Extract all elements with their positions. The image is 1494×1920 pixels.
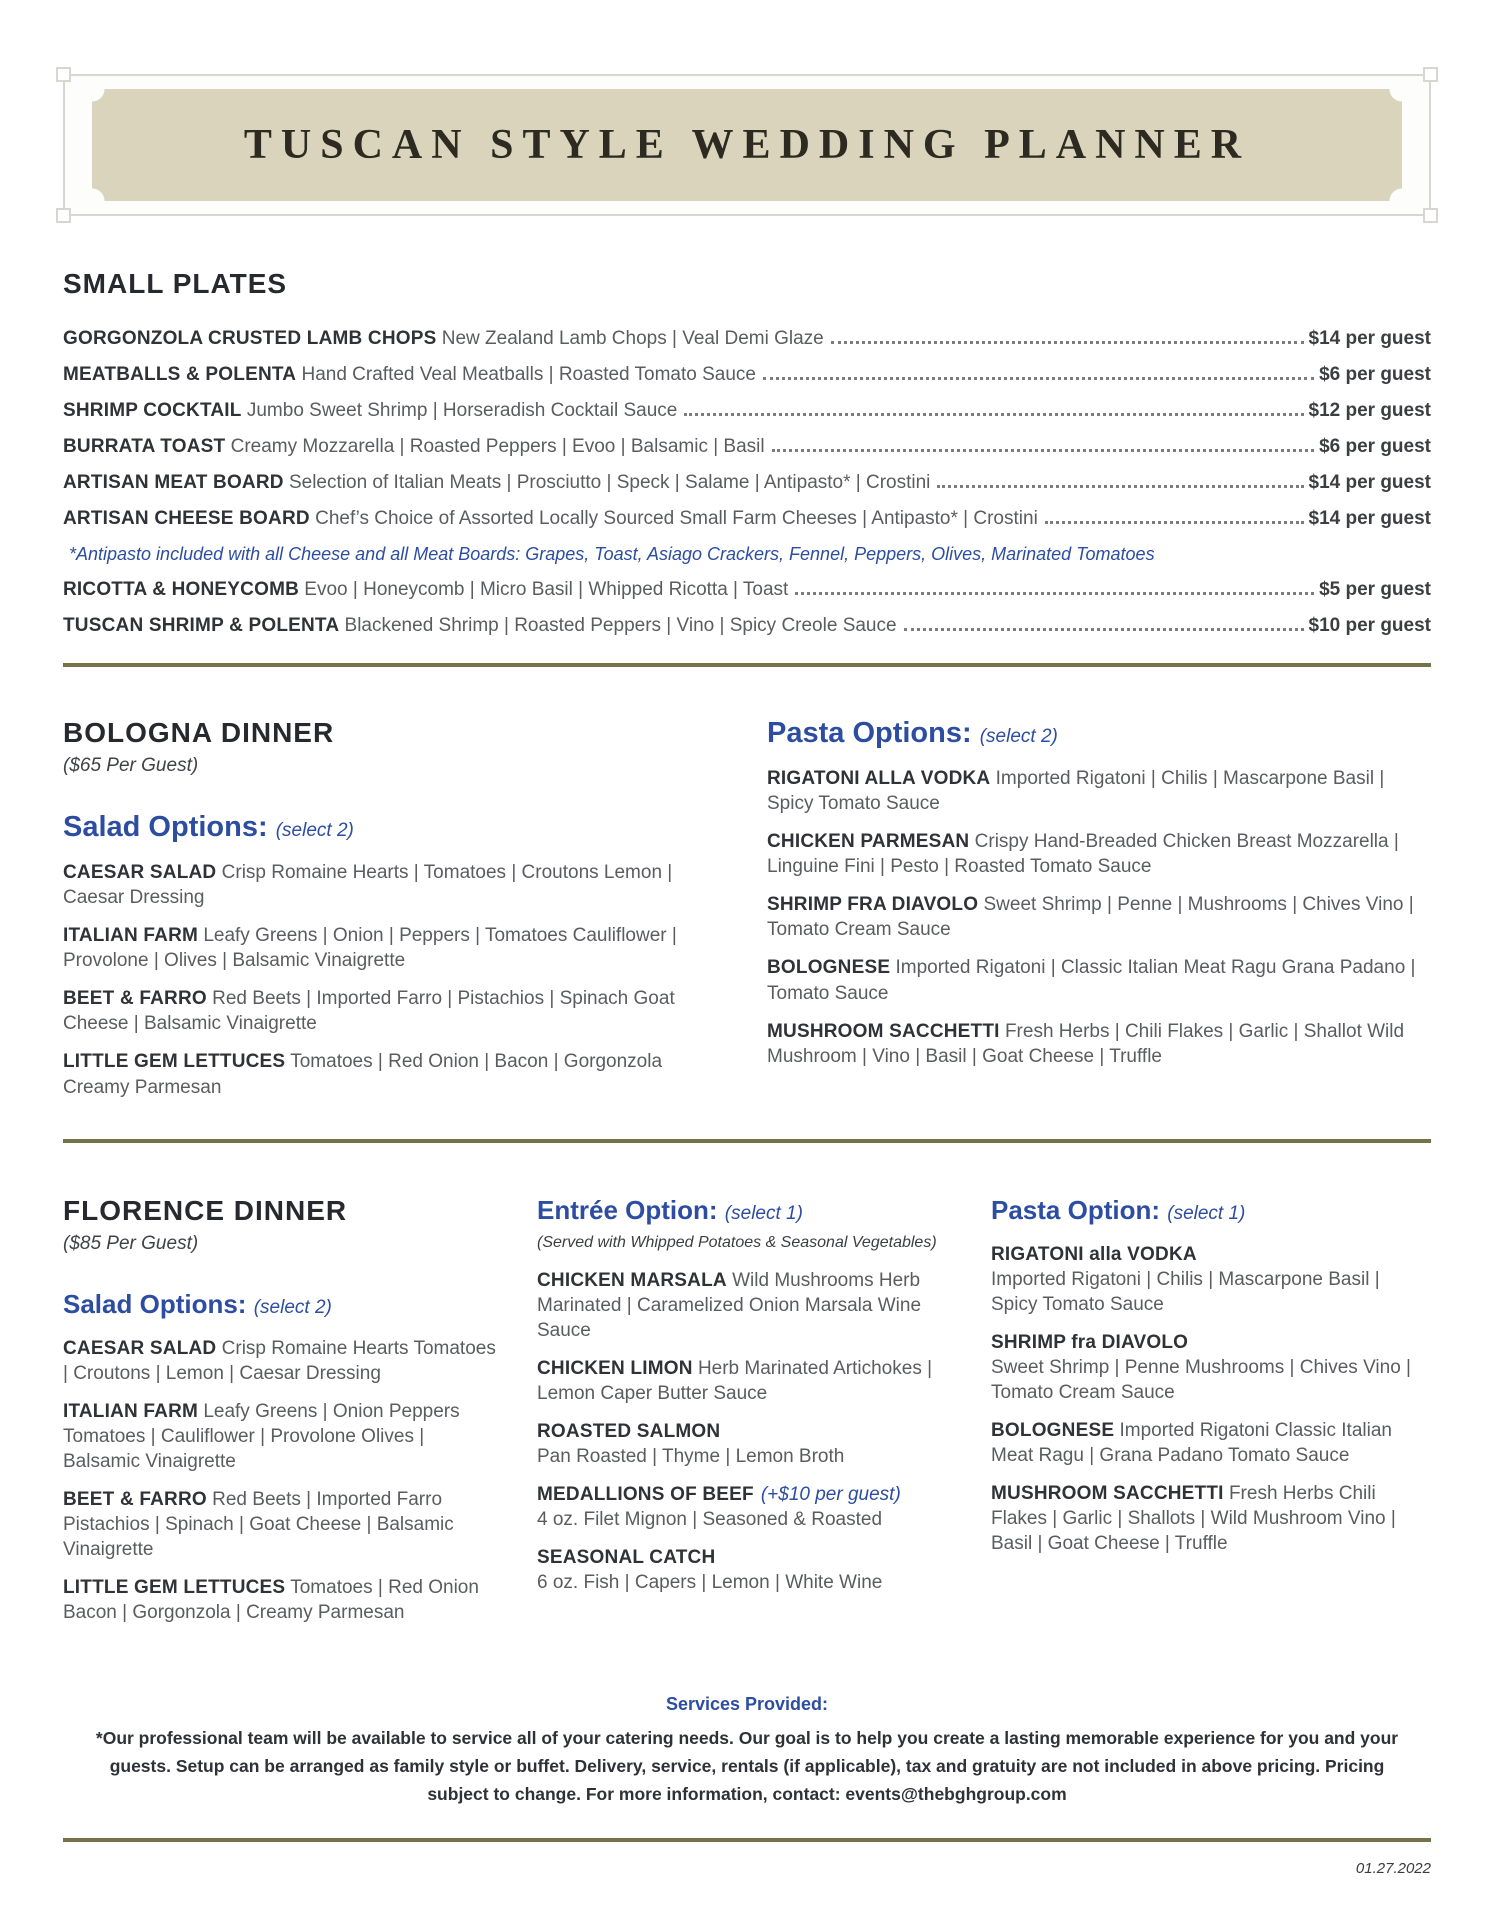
bologna-salad-list (63, 860, 723, 1100)
menu-item-desc: Leafy Greens | Onion Peppers Tomatoes | Cauliflower | Provolone Olives | Balsamic Vinaigrette (63, 1400, 460, 1472)
menu-item-name: SHRIMP FRA DIAVOLO (767, 894, 979, 916)
menu-item-name: RIGATONI ALLA VODKA (767, 768, 991, 789)
plate-name: GORGONZOLA CRUSTED LAMB CHOPS (63, 328, 437, 349)
plate-desc: Evoo | Honeycomb | Micro Basil | Whipped Ricotta | Toast (304, 579, 789, 600)
plate-price: $10 per guest (1308, 615, 1431, 636)
plate-text (63, 436, 765, 458)
menu-item-desc: Sweet Shrimp | Penne Mushrooms | Chives Vino | Tomato Cream Sauce (991, 1356, 1411, 1404)
plate-price: $14 per guest (1308, 508, 1431, 529)
antipasto-note: *Antipasto included with all Cheese and all Meat Boards: Grapes, Toast, Asiago Crackers, Fennel, Peppers, Olives, Marinated Tomatoes (69, 544, 1155, 564)
menu-item-desc: Imported Rigatoni | Chilis | Mascarpone Basil | Spicy Tomato Sauce (767, 768, 1385, 815)
banner-corner-ornament (56, 67, 71, 82)
plate-desc: Chef’s Choice of Assorted Locally Sourced Small Farm Cheeses | Antipasto* | Crostini (315, 508, 1038, 529)
plate-price: $6 per guest (1319, 436, 1431, 457)
menu-item (767, 892, 1431, 942)
plate-name: MEATBALLS & POLENTA (63, 364, 297, 385)
florence-section (63, 1195, 1431, 1639)
plate-text (63, 579, 788, 601)
menu-item (63, 860, 723, 910)
menu-item-name: SEASONAL CATCH (537, 1547, 716, 1569)
menu-item-name: ITALIAN FARM (63, 1400, 199, 1422)
plate-text (63, 615, 897, 637)
plate-text (63, 328, 824, 350)
menu-item-name: BEET & FARRO (63, 988, 207, 1010)
menu-item-desc: Crisp Romaine Hearts Tomatoes | Croutons | Lemon | Caesar Dressing (63, 1337, 496, 1384)
menu-item-name: ROASTED SALMON (537, 1421, 721, 1443)
select-count: (select 2) (275, 820, 354, 841)
bologna-right-column (767, 717, 1431, 1113)
menu-item-desc: Leafy Greens | Onion | Peppers | Tomatoes Cauliflower | Provolone | Olives | Balsamic Vinaigrette (63, 925, 677, 972)
plate-price: $12 per guest (1308, 400, 1431, 421)
small-plates-list (63, 328, 1431, 637)
bologna-salad-heading (63, 811, 723, 844)
florence-entree-heading (537, 1195, 957, 1226)
plate-desc: Creamy Mozzarella | Roasted Peppers | Evoo | Balsamic | Basil (230, 436, 765, 457)
menu-item-name: MUSHROOM SACCHETTI (767, 1020, 1000, 1042)
menu-item-desc: Crispy Hand-Breaded Chicken Breast Mozzarella | Linguine Fini | Pesto | Roasted Tomato Sauce (767, 831, 1399, 878)
menu-item-desc: Imported Rigatoni | Chilis | Mascarpone Basil | Spicy Tomato Sauce (991, 1268, 1380, 1315)
menu-item-desc: Crisp Romaine Hearts | Tomatoes | Croutons Lemon | Caesar Dressing (63, 862, 673, 909)
dot-leader (831, 341, 1304, 344)
menu-item-desc: Tomatoes | Red Onion | Bacon | Gorgonzola Creamy Parmesan (63, 1051, 663, 1098)
menu-item-desc: Sweet Shrimp | Penne | Mushrooms | Chives Vino | Tomato Cream Sauce (767, 894, 1414, 941)
plate-text (63, 472, 930, 494)
plate-desc: Hand Crafted Veal Meatballs | Roasted Tomato Sauce (301, 364, 756, 385)
menu-item-name: LITTLE GEM LETTUCES (63, 1051, 286, 1073)
menu-item-desc: 6 oz. Fish | Capers | Lemon | White Wine (537, 1572, 883, 1594)
menu-item (63, 1049, 723, 1099)
plate-desc: Selection of Italian Meats | Prosciutto | Speck | Salame | Antipasto* | Crostini (288, 472, 931, 493)
menu-item-desc: Red Beets | Imported Farro | Pistachios | Spinach Goat Cheese | Balsamic Vinaigrette (63, 988, 675, 1035)
menu-item (991, 1418, 1431, 1468)
menu-item (63, 1575, 503, 1625)
menu-item (767, 766, 1431, 816)
menu-item (63, 986, 723, 1036)
menu-item-name: SHRIMP fra DIAVOLO (991, 1331, 1189, 1353)
banner-corner-ornament (56, 208, 71, 223)
services-paragraph: *Our professional team will be available to service all of your catering needs. Our goal is to help you create a lasting memorable experience for you and your guests. Setup can be arranged as family style or buffet. Delivery, service, rentals (if applicable), tax and gratuity are not included in above pricing. Pricing subject to change. For more information, contact: events@thebghgroup.com (95, 1728, 1399, 1805)
menu-item-name: BOLOGNESE (991, 1420, 1115, 1442)
footer-divider (63, 1838, 1431, 1842)
dot-leader (763, 377, 1314, 380)
dot-leader (772, 449, 1314, 452)
menu-item-name: MUSHROOM SACCHETTI (991, 1483, 1224, 1505)
menu-item (537, 1356, 957, 1406)
bologna-pasta-heading (767, 717, 1431, 750)
plate-name: ARTISAN MEAT BOARD (63, 472, 284, 493)
select-count: (select 1) (1167, 1202, 1246, 1224)
menu-item-name: RIGATONI alla VODKA (991, 1243, 1197, 1265)
menu-item (767, 955, 1431, 1005)
bologna-pasta-list (767, 766, 1431, 1069)
menu-item-name: CHICKEN LIMON (537, 1357, 693, 1379)
menu-item (63, 923, 723, 973)
footer-date: 01.27.2022 (1355, 1860, 1431, 1878)
select-count: (select 2) (979, 726, 1058, 747)
menu-item-desc: Herb Marinated Artichokes | Lemon Caper Butter Sauce (537, 1357, 933, 1404)
menu-item-desc: Wild Mushrooms Herb Marinated | Caramelized Onion Marsala Wine Sauce (537, 1269, 922, 1341)
florence-entree-column (537, 1195, 957, 1639)
plate-item (63, 328, 1431, 350)
menu-item-desc: Red Beets | Imported Farro Pistachios | Spinach | Goat Cheese | Balsamic Vinaigrette (63, 1489, 454, 1561)
plate-row (63, 436, 1431, 458)
section-divider (63, 663, 1431, 667)
plate-text (63, 508, 1038, 530)
bologna-section (63, 717, 1431, 1113)
plate-row (63, 508, 1431, 530)
florence-salad-column (63, 1195, 503, 1639)
plate-price: $5 per guest (1319, 579, 1431, 600)
plate-desc: New Zealand Lamb Chops | Veal Demi Glaze (441, 328, 824, 349)
menu-item-name: CAESAR SALAD (63, 862, 217, 883)
banner-corner-ornament (1423, 208, 1438, 223)
header-banner (63, 74, 1431, 216)
menu-item (63, 1487, 503, 1562)
plate-item (63, 579, 1431, 601)
banner-corner-ornament (1423, 67, 1438, 82)
menu-item-desc: Tomatoes | Red Onion Bacon | Gorgonzola | Creamy Parmesan (63, 1577, 479, 1624)
florence-salad-list (63, 1336, 503, 1626)
plate-text (63, 364, 756, 386)
plate-item (63, 400, 1431, 422)
florence-title: FLORENCE DINNER (63, 1194, 348, 1226)
menu-item (991, 1242, 1431, 1317)
plate-price: $14 per guest (1308, 472, 1431, 493)
heading-text: Salad Options: (63, 811, 268, 843)
section-divider (63, 1139, 1431, 1143)
dot-leader (1045, 521, 1304, 524)
plate-row (63, 579, 1431, 601)
plate-item (63, 615, 1431, 637)
heading-text: Pasta Option: (991, 1194, 1161, 1225)
plate-item (63, 508, 1431, 565)
plate-row (63, 328, 1431, 350)
select-count: (select 1) (724, 1202, 803, 1224)
plate-row (63, 400, 1431, 422)
small-plates-section (63, 268, 1431, 637)
menu-item (767, 829, 1431, 879)
menu-item-desc: 4 oz. Filet Mignon | Seasoned & Roasted (537, 1509, 883, 1531)
menu-item-name: CHICKEN PARMESAN (767, 831, 970, 853)
plate-row (63, 615, 1431, 637)
bologna-price-note: ($65 Per Guest) (63, 755, 199, 776)
menu-item-name: ITALIAN FARM (63, 925, 199, 947)
entree-serving-note: (Served with Whipped Potatoes & Seasonal Vegetables) (537, 1233, 937, 1251)
plate-row (63, 364, 1431, 386)
plate-text (63, 400, 677, 422)
menu-item (537, 1419, 957, 1469)
menu-item (991, 1330, 1431, 1405)
heading-text: Pasta Options: (767, 717, 972, 749)
plate-item (63, 436, 1431, 458)
plate-row (63, 472, 1431, 494)
menu-item-name: CHICKEN MARSALA (537, 1269, 727, 1291)
select-count: (select 2) (253, 1296, 332, 1318)
page-title: TUSCAN STYLE WEDDING PLANNER (243, 122, 1251, 168)
bologna-title: BOLOGNA DINNER (63, 717, 335, 748)
menu-item-name: BEET & FARRO (63, 1489, 207, 1511)
menu-item-desc: Imported Rigatoni | Classic Italian Meat Ragu Grana Padano | Tomato Sauce (767, 957, 1416, 1004)
menu-item (537, 1268, 957, 1343)
plate-name: BURRATA TOAST (63, 436, 226, 457)
menu-item-desc: Imported Rigatoni Classic Italian Meat Ragu | Grana Padano Tomato Sauce (991, 1420, 1392, 1467)
banner-plate (92, 89, 1402, 201)
menu-item-desc: Fresh Herbs | Chili Flakes | Garlic | Shallot Wild Mushroom | Vino | Basil | Goat Cheese | Truffle (767, 1020, 1405, 1067)
plate-item (63, 472, 1431, 494)
dot-leader (684, 413, 1303, 416)
plate-desc: Jumbo Sweet Shrimp | Horseradish Cocktail Sauce (246, 400, 678, 421)
heading-text: Entrée Option: (537, 1194, 718, 1225)
florence-salad-heading (63, 1289, 503, 1320)
price-suffix: (+$10 per guest) (760, 1484, 901, 1506)
florence-pasta-column (991, 1195, 1431, 1639)
dot-leader (904, 628, 1304, 631)
menu-item-desc: Pan Roasted | Thyme | Lemon Broth (537, 1446, 845, 1468)
small-plates-heading: SMALL PLATES (63, 268, 288, 299)
plate-name: ARTISAN CHEESE BOARD (63, 508, 310, 529)
footer (63, 1694, 1431, 1877)
menu-item (767, 1019, 1431, 1069)
menu-item-desc: Fresh Herbs Chili Flakes | Garlic | Shallots | Wild Mushroom Vino | Basil | Goat Cheese | Truffle (991, 1483, 1396, 1555)
florence-price-note: ($85 Per Guest) (63, 1232, 199, 1254)
plate-desc: Blackened Shrimp | Roasted Peppers | Vino | Spicy Creole Sauce (344, 615, 897, 636)
plate-name: SHRIMP COCKTAIL (63, 400, 242, 421)
menu-item (63, 1399, 503, 1474)
heading-text: Salad Options: (63, 1288, 247, 1319)
menu-item (63, 1336, 503, 1386)
menu-item-name: BOLOGNESE (767, 957, 891, 979)
plate-price: $14 per guest (1308, 328, 1431, 349)
plate-price: $6 per guest (1319, 364, 1431, 385)
menu-item (991, 1481, 1431, 1556)
plate-name: RICOTTA & HONEYCOMB (63, 579, 300, 600)
menu-item (537, 1482, 957, 1532)
bologna-left-column (63, 717, 723, 1113)
dot-leader (795, 592, 1314, 595)
dot-leader (937, 485, 1303, 488)
services-heading: Services Provided: (665, 1694, 829, 1715)
menu-item (537, 1545, 957, 1595)
florence-entree-list (537, 1268, 957, 1596)
florence-pasta-list (991, 1242, 1431, 1557)
menu-item-name: CAESAR SALAD (63, 1337, 217, 1359)
menu-item-name: LITTLE GEM LETTUCES (63, 1577, 286, 1599)
plate-item (63, 364, 1431, 386)
florence-pasta-heading (991, 1195, 1431, 1226)
menu-item-name: MEDALLIONS OF BEEF (537, 1484, 754, 1506)
plate-name: TUSCAN SHRIMP & POLENTA (63, 615, 340, 636)
